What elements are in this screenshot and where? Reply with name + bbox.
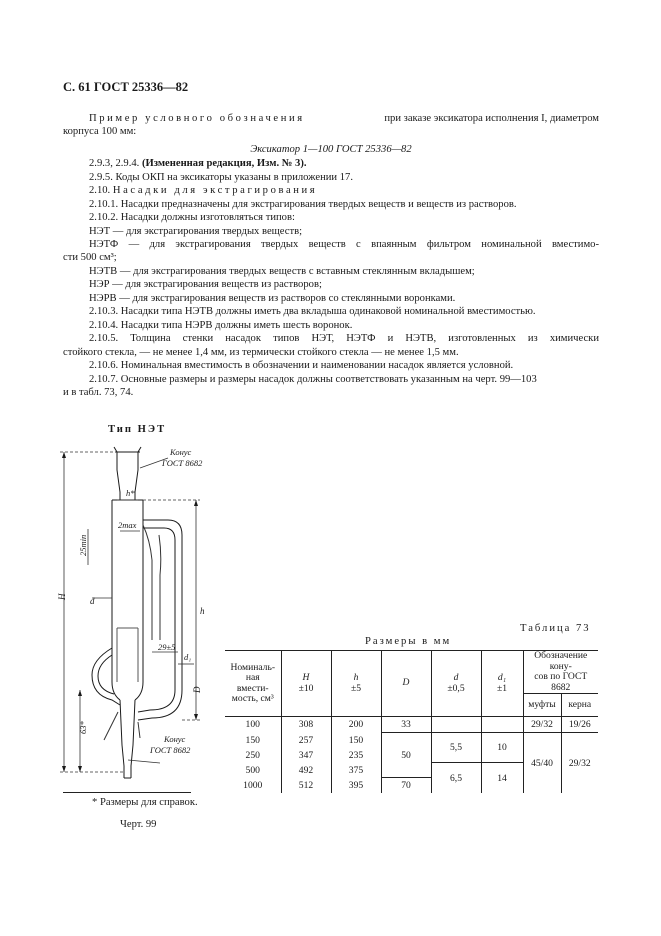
cell-d1 [481, 717, 523, 733]
cell-capacity: 500 [225, 763, 281, 778]
top-cone-right [135, 452, 138, 500]
drawing-labels [57, 447, 205, 755]
cell-h: 375 [331, 763, 381, 778]
cell-H: 308 [281, 717, 331, 733]
designation-example: Эксикатор 1—100 ГОСТ 25336—82 [250, 144, 412, 155]
text-line: 2.10.7. Основные размеры и размеры насадок должны соответствовать указанным на черт. 99—103 [89, 374, 537, 385]
cell-capacity: 250 [225, 748, 281, 763]
main-tube-left [112, 500, 120, 700]
col-capacity: Номиналь- ная вмести- мость, см³ [225, 651, 281, 717]
cell-d: 6,5 [431, 763, 481, 794]
cell-D: 50 [381, 733, 431, 778]
figure-caption: Черт. 99 [120, 819, 157, 830]
text-line: 2.9.5. Коды ОКП на эксикаторы указаны в приложении 17. [89, 172, 353, 183]
table-row [225, 733, 598, 748]
cell-d: 5,5 [431, 733, 481, 763]
text-line: 2.10.3. Насадки типа НЭТВ должны иметь два вкладыша одинаковой номинальной вместимостью. [89, 306, 536, 317]
table-row [225, 717, 598, 733]
text-line: НЭР — для экстрагирования веществ из растворов; [89, 279, 322, 290]
svg-text:h: h [200, 606, 205, 616]
svg-text:Конус: Конус [170, 447, 192, 457]
cell-capacity: 100 [225, 717, 281, 733]
cell-H: 347 [281, 748, 331, 763]
inner-sleeve [117, 628, 138, 682]
vapour-tube-outer [143, 520, 182, 690]
cell-d [431, 717, 481, 733]
col-d1: d₁ ±1 [481, 651, 523, 717]
col-h: h ±5 [331, 651, 381, 717]
bottom-cone-left [120, 700, 124, 778]
col-H: H ±10 [281, 651, 331, 717]
dimensions-table [225, 650, 598, 793]
text-line: и в табл. 73, 74. [63, 387, 134, 398]
figure-title: Тип НЭТ [108, 424, 167, 435]
svg-text:ГОСТ 8682: ГОСТ 8682 [162, 458, 203, 468]
top-cone-left [117, 452, 120, 500]
svg-text:29±5: 29±5 [158, 642, 176, 652]
vapour-branch [143, 525, 152, 640]
text-line: 2.10.5. Толщина стенки насадок типов НЭТ, НЭТФ и НЭТВ, изготовленных из химически [89, 333, 599, 344]
svg-text:ГОСТ 8682: ГОСТ 8682 [150, 745, 191, 755]
svg-text:D: D [192, 686, 202, 693]
amendment-note: (Измененная редакция, Изм. № 3). [141, 158, 307, 169]
text-line: сти 500 см³; [63, 252, 117, 263]
text-line: НЭТ — для экстрагирования твердых веществ; [89, 226, 303, 237]
cell-h: 200 [331, 717, 381, 733]
cell-socket: 29/32 [523, 717, 561, 733]
cell-socket: 45/40 [523, 733, 561, 794]
svg-text:d: d [90, 596, 95, 606]
cell-core: 19/26 [561, 717, 598, 733]
cell-h: 235 [331, 748, 381, 763]
text-line: 2.10.4. Насадки типа НЭРВ должны иметь шесть воронок. [89, 320, 353, 331]
footnote: * Размеры для справок. [92, 797, 198, 808]
cell-h: 395 [331, 778, 381, 794]
designation-heading: Пример условного обозначения [89, 113, 305, 124]
cell-H: 492 [281, 763, 331, 778]
text-line: 2.10.2. Насадки должны изготовляться типов: [89, 212, 295, 223]
text-line: НЭТФ — для экстрагирования твердых веществ с впаянным фильтром номинальной вместимо- [89, 239, 599, 250]
page-header: С. 61 ГОСТ 25336—82 [63, 80, 189, 94]
svg-text:H: H [57, 593, 67, 600]
svg-text:2max: 2max [118, 520, 137, 530]
vapour-tube-inner [143, 528, 175, 690]
section-number: 2.10. [89, 185, 113, 196]
text-line: 2.10.6. Номинальная вместимость в обозначении и наименовании насадок является условной. [89, 360, 514, 371]
cell-d1: 10 [481, 733, 523, 763]
cell-H: 257 [281, 733, 331, 748]
col-d: d ±0,5 [431, 651, 481, 717]
cell-core: 29/32 [561, 733, 598, 794]
cell-capacity: 1000 [225, 778, 281, 794]
svg-text:25min: 25min [78, 534, 88, 556]
col-socket: муфты [523, 694, 561, 717]
text-line: 2.10.1. Насадки предназначены для экстрагирования твердых веществ и веществ из растворов. [89, 199, 517, 210]
table-subcaption: Размеры в мм [365, 636, 452, 647]
cell-capacity: 150 [225, 733, 281, 748]
text-line: НЭТВ — для экстрагирования твердых веществ с вставным стеклянным вкладышем; [89, 266, 475, 277]
designation-text: при заказе эксикатора исполнения I, диаметром [384, 113, 599, 124]
main-tube-right [135, 500, 143, 700]
col-core: керна [561, 694, 598, 717]
bottom-cone-right [131, 700, 135, 778]
col-cone-group: Обозначение кону- сов по ГОСТ 8682 [523, 651, 598, 694]
cell-d1: 14 [481, 763, 523, 794]
svg-text:Конус: Конус [164, 734, 186, 744]
cell-H: 512 [281, 778, 331, 794]
text-line: корпуса 100 мм: [63, 126, 137, 137]
footnote-divider [63, 792, 191, 793]
cell-D: 70 [381, 778, 431, 794]
svg-text:63*: 63* [78, 721, 88, 734]
text-line: НЭРВ — для экстрагирования веществ из растворов со стеклянными воронками. [89, 293, 456, 304]
text-line: стойкого стекла, — не менее 1,4 мм, из термически стойкого стекла — не менее 1,5 мм. [63, 347, 459, 358]
svg-text:h*: h* [126, 488, 135, 498]
svg-text:d₁: d₁ [184, 652, 192, 662]
section-title: Насадки для экстрагирования [112, 185, 318, 196]
table-caption: Таблица 73 [520, 623, 591, 634]
clause-number: 2.9.3, 2.9.4. [89, 158, 142, 169]
cell-D: 33 [381, 717, 431, 733]
cell-h: 150 [331, 733, 381, 748]
col-D: D [381, 651, 431, 717]
